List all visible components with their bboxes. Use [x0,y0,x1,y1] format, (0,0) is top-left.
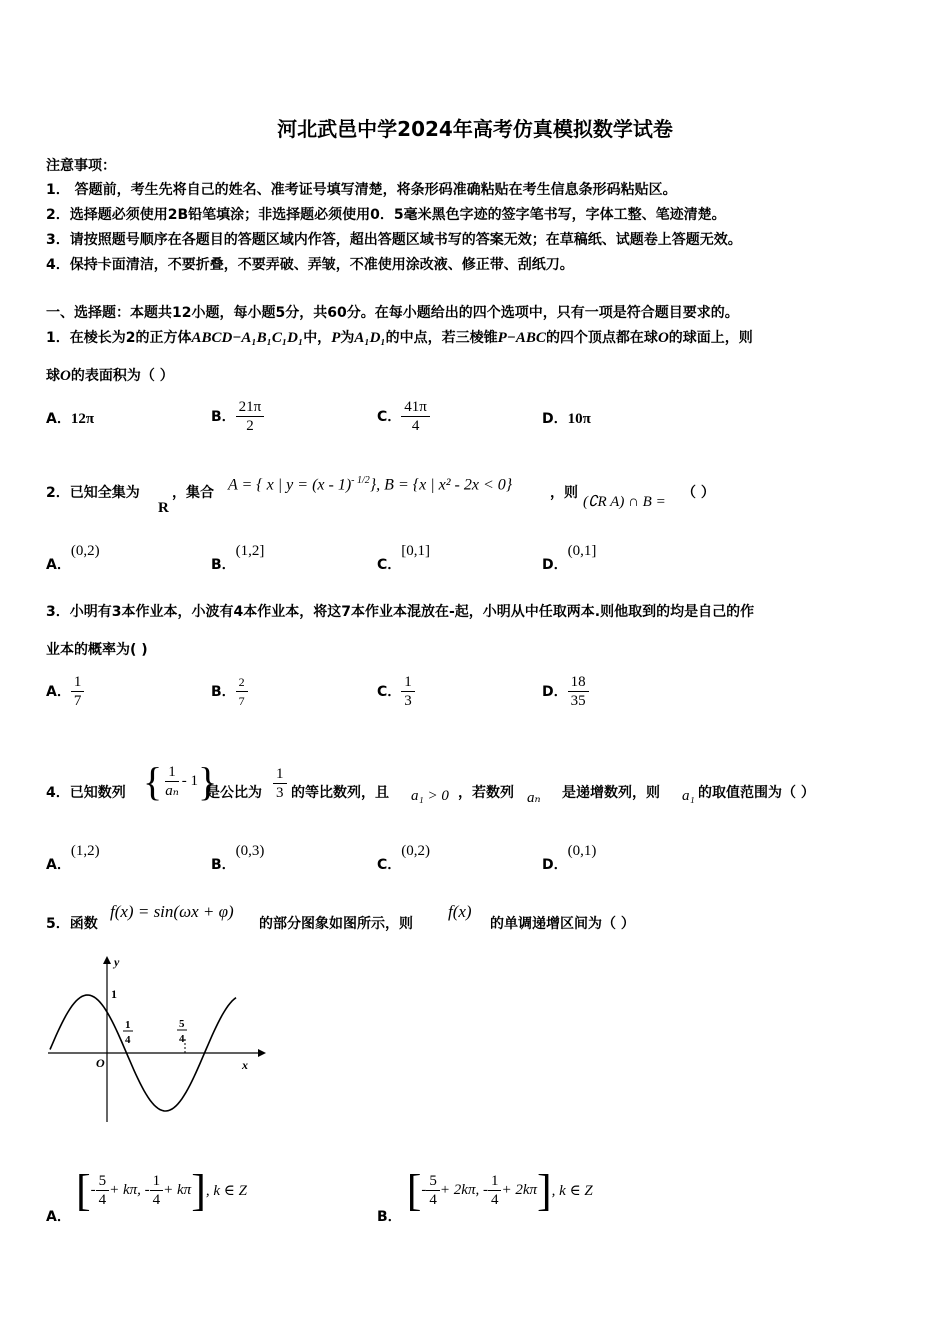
q3-option-a[interactable] [46,673,84,710]
y-axis-arrow-icon [103,956,111,964]
option-label: D． [542,411,568,427]
option-value: (0,1) [567,843,597,859]
notice-item-1: 1． 答题前，考生先将自己的姓名、准考证号填写清楚，将条形码准确粘贴在考生信息条形码粘贴区。 [46,182,677,198]
q2-option-c[interactable] [377,540,431,573]
x-label: x [242,1058,248,1072]
q2-answer-paren: （ ） [682,485,715,501]
sine-graph [40,950,270,1125]
q1-text-a: 1．在棱长为2的正方体 [46,330,192,346]
option-value: (0,2) [401,843,431,859]
option-label: B． [211,409,236,425]
notice-item-2: 2．选择题必须使用2B铅笔填涂；非选择题必须使用0．5毫米黑色字迹的签字笔书写，字体工整、笔迹清楚。 [46,207,726,223]
quarter-num: 1 [125,1019,131,1031]
option-value: [0,1] [401,543,431,559]
option-label: D． [542,684,568,700]
q1-option-c[interactable] [377,398,430,435]
q4-mid1: 是公比为 [206,785,262,801]
q4-option-a[interactable] [46,840,100,873]
q5-fx: f(x) [448,902,472,921]
q1-option-a[interactable] [46,400,94,438]
q4-option-c[interactable] [377,840,431,873]
option-label: B． [377,1209,402,1225]
y-label: y [114,955,120,969]
option-label: A． [46,684,71,700]
q4-mid2: 的等比数列，且 [291,785,389,801]
q4-mid3: ，若数列 [458,785,514,801]
q1-cube: ABCD−A₁B₁C₁D₁ [191,330,304,346]
option-label: C． [377,557,402,573]
q1-text-c: 为 [340,330,355,346]
option-label: C． [377,409,402,425]
q2-mid: ，集合 [172,485,214,501]
option-label: A． [46,557,71,573]
option-label: A． [46,857,71,873]
q1-sphere-o: O [657,330,669,346]
q4-suffix: 的取值范围为（ ） [698,785,815,801]
q4-prefix: 4．已知数列 [46,785,126,801]
option-fraction: $\frac{2}{7}$ [236,673,248,710]
q1-option-b[interactable] [211,398,264,435]
page-title: 河北武邑中学2024年高考仿真模拟数学试卷 [277,117,673,141]
q2-option-a[interactable] [46,540,100,573]
option-fraction: $\frac{21\pi}{2}$ [236,398,265,435]
q1-pabc: P−ABC [497,330,546,346]
q4-seq-fraction: $\frac{1}{\text{aₙ}}$ [165,764,179,799]
option-label: D． [542,857,568,873]
q4-a1: a₁ [682,788,695,804]
quarter-den: 4 [125,1034,131,1046]
notice-item-4: 4．保持卡面清洁，不要折叠，不要弄破、弄皱，不准使用涂改液、修正带、刮纸刀。 [46,257,574,273]
question-1-line-2 [46,365,174,385]
q1-text-h: 的表面积为（ ） [70,368,174,384]
q1-text-f: 的球面上，则 [668,330,753,346]
q1-point-p: P [331,330,341,346]
section-heading: 一、选择题：本题共12小题，每小题5分，共60分。在每小题给出的四个选项中，只有一项是符合题目要求的。 [46,305,739,321]
option-fraction: $\frac{18}{35}$ [568,673,589,710]
option-label: C． [377,857,402,873]
q4-mid4: 是递增数列，则 [562,785,660,801]
question-3-line-2: 业本的概率为( ) [46,642,148,658]
q5-function: f(x) = sin(ωx + φ) [110,902,234,921]
q1-option-d[interactable] [542,400,591,438]
q2-expression: (∁R A) ∩ B = [583,494,666,510]
q4-ratio: $\frac{1}{3}$ [273,765,287,802]
option-value: (0,3) [235,843,265,859]
option-label: B． [211,684,236,700]
q1-text-g: 球 [46,368,60,384]
q2-then: ，则 [550,485,578,501]
q2-option-b[interactable] [211,540,265,573]
q3-option-c[interactable] [377,673,415,710]
q3-option-d[interactable] [542,673,589,710]
five-quarter-den: 4 [179,1033,185,1045]
q5-suffix: 的单调递增区间为（ ） [490,916,635,932]
option-fraction: $\frac{41\pi}{4}$ [401,398,430,435]
q5-prefix: 5．函数 [46,916,98,932]
option-label: A． [46,1209,71,1225]
notice-item-3: 3．请按照题号顺序在各题目的答题区域内作答，超出答题区域书写的答案无效；在草稿纸、试题卷上答题无效。 [46,232,742,248]
one-label: 1 [111,987,117,1001]
option-fraction: $\frac{1}{3}$ [401,673,415,710]
q1-sphere-o-2: O [60,368,71,384]
q1-a1d1: A₁D₁ [354,330,386,346]
option-label: D． [542,557,568,573]
q4-option-d[interactable] [542,840,597,873]
q5-option-a[interactable]: A． [- $\frac{5}{4}$ + kπ, - $\frac{1}{4}$ + kπ], k ∈ Z [46,1166,247,1225]
q4-option-b[interactable] [211,840,265,873]
option-value: (1,2) [70,843,100,859]
option-value: 10π [567,411,591,427]
q1-text-d: 的中点，若三棱锥 [385,330,498,346]
q4-sequence: { $\frac{1}{\text{aₙ}}$ - 1} [143,759,218,804]
notice-heading: 注意事项： [46,158,116,174]
q2-set-a: A = { x | y = (x - 1)$^{- 1/2}$}, B = {x | x² - 2x < 0} [228,475,513,494]
origin-label: O [96,1056,105,1070]
q1-text-e: 的四个顶点都在球 [545,330,658,346]
option-value: 12π [70,411,95,427]
q5-option-b[interactable]: B． [- $\frac{5}{4}$ + 2kπ, - $\frac{1}{4}$ + 2kπ], k ∈ Z [377,1166,593,1225]
x-axis-arrow-icon [258,1049,266,1057]
q1-text-b: 中， [303,330,332,346]
q5-mid: 的部分图象如图所示，则 [259,916,413,932]
q2-prefix: 2．已知全集为 [46,485,140,501]
q3-option-b[interactable] [211,673,248,710]
q4-condition: a₁ > 0 [411,788,449,804]
option-value: (0,2) [70,543,100,559]
option-value: (0,1] [567,543,597,559]
q2-universal-r: R [158,500,169,516]
question-1-line-1 [46,327,753,347]
option-fraction: $\frac{1}{7}$ [71,673,85,710]
option-label: A． [46,411,71,427]
option-label: B． [211,857,236,873]
option-value: (1,2] [235,543,265,559]
q2-option-d[interactable] [542,540,597,573]
five-quarter-num: 5 [179,1018,185,1030]
question-3-line-1: 3．小明有3本作业本，小波有4本作业本，将这7本作业本混放在-起，小明从中任取两本.则他取到的均是自己的作 [46,604,755,620]
q4-an: aₙ [527,790,541,806]
option-label: B． [211,557,236,573]
option-label: C． [377,684,402,700]
